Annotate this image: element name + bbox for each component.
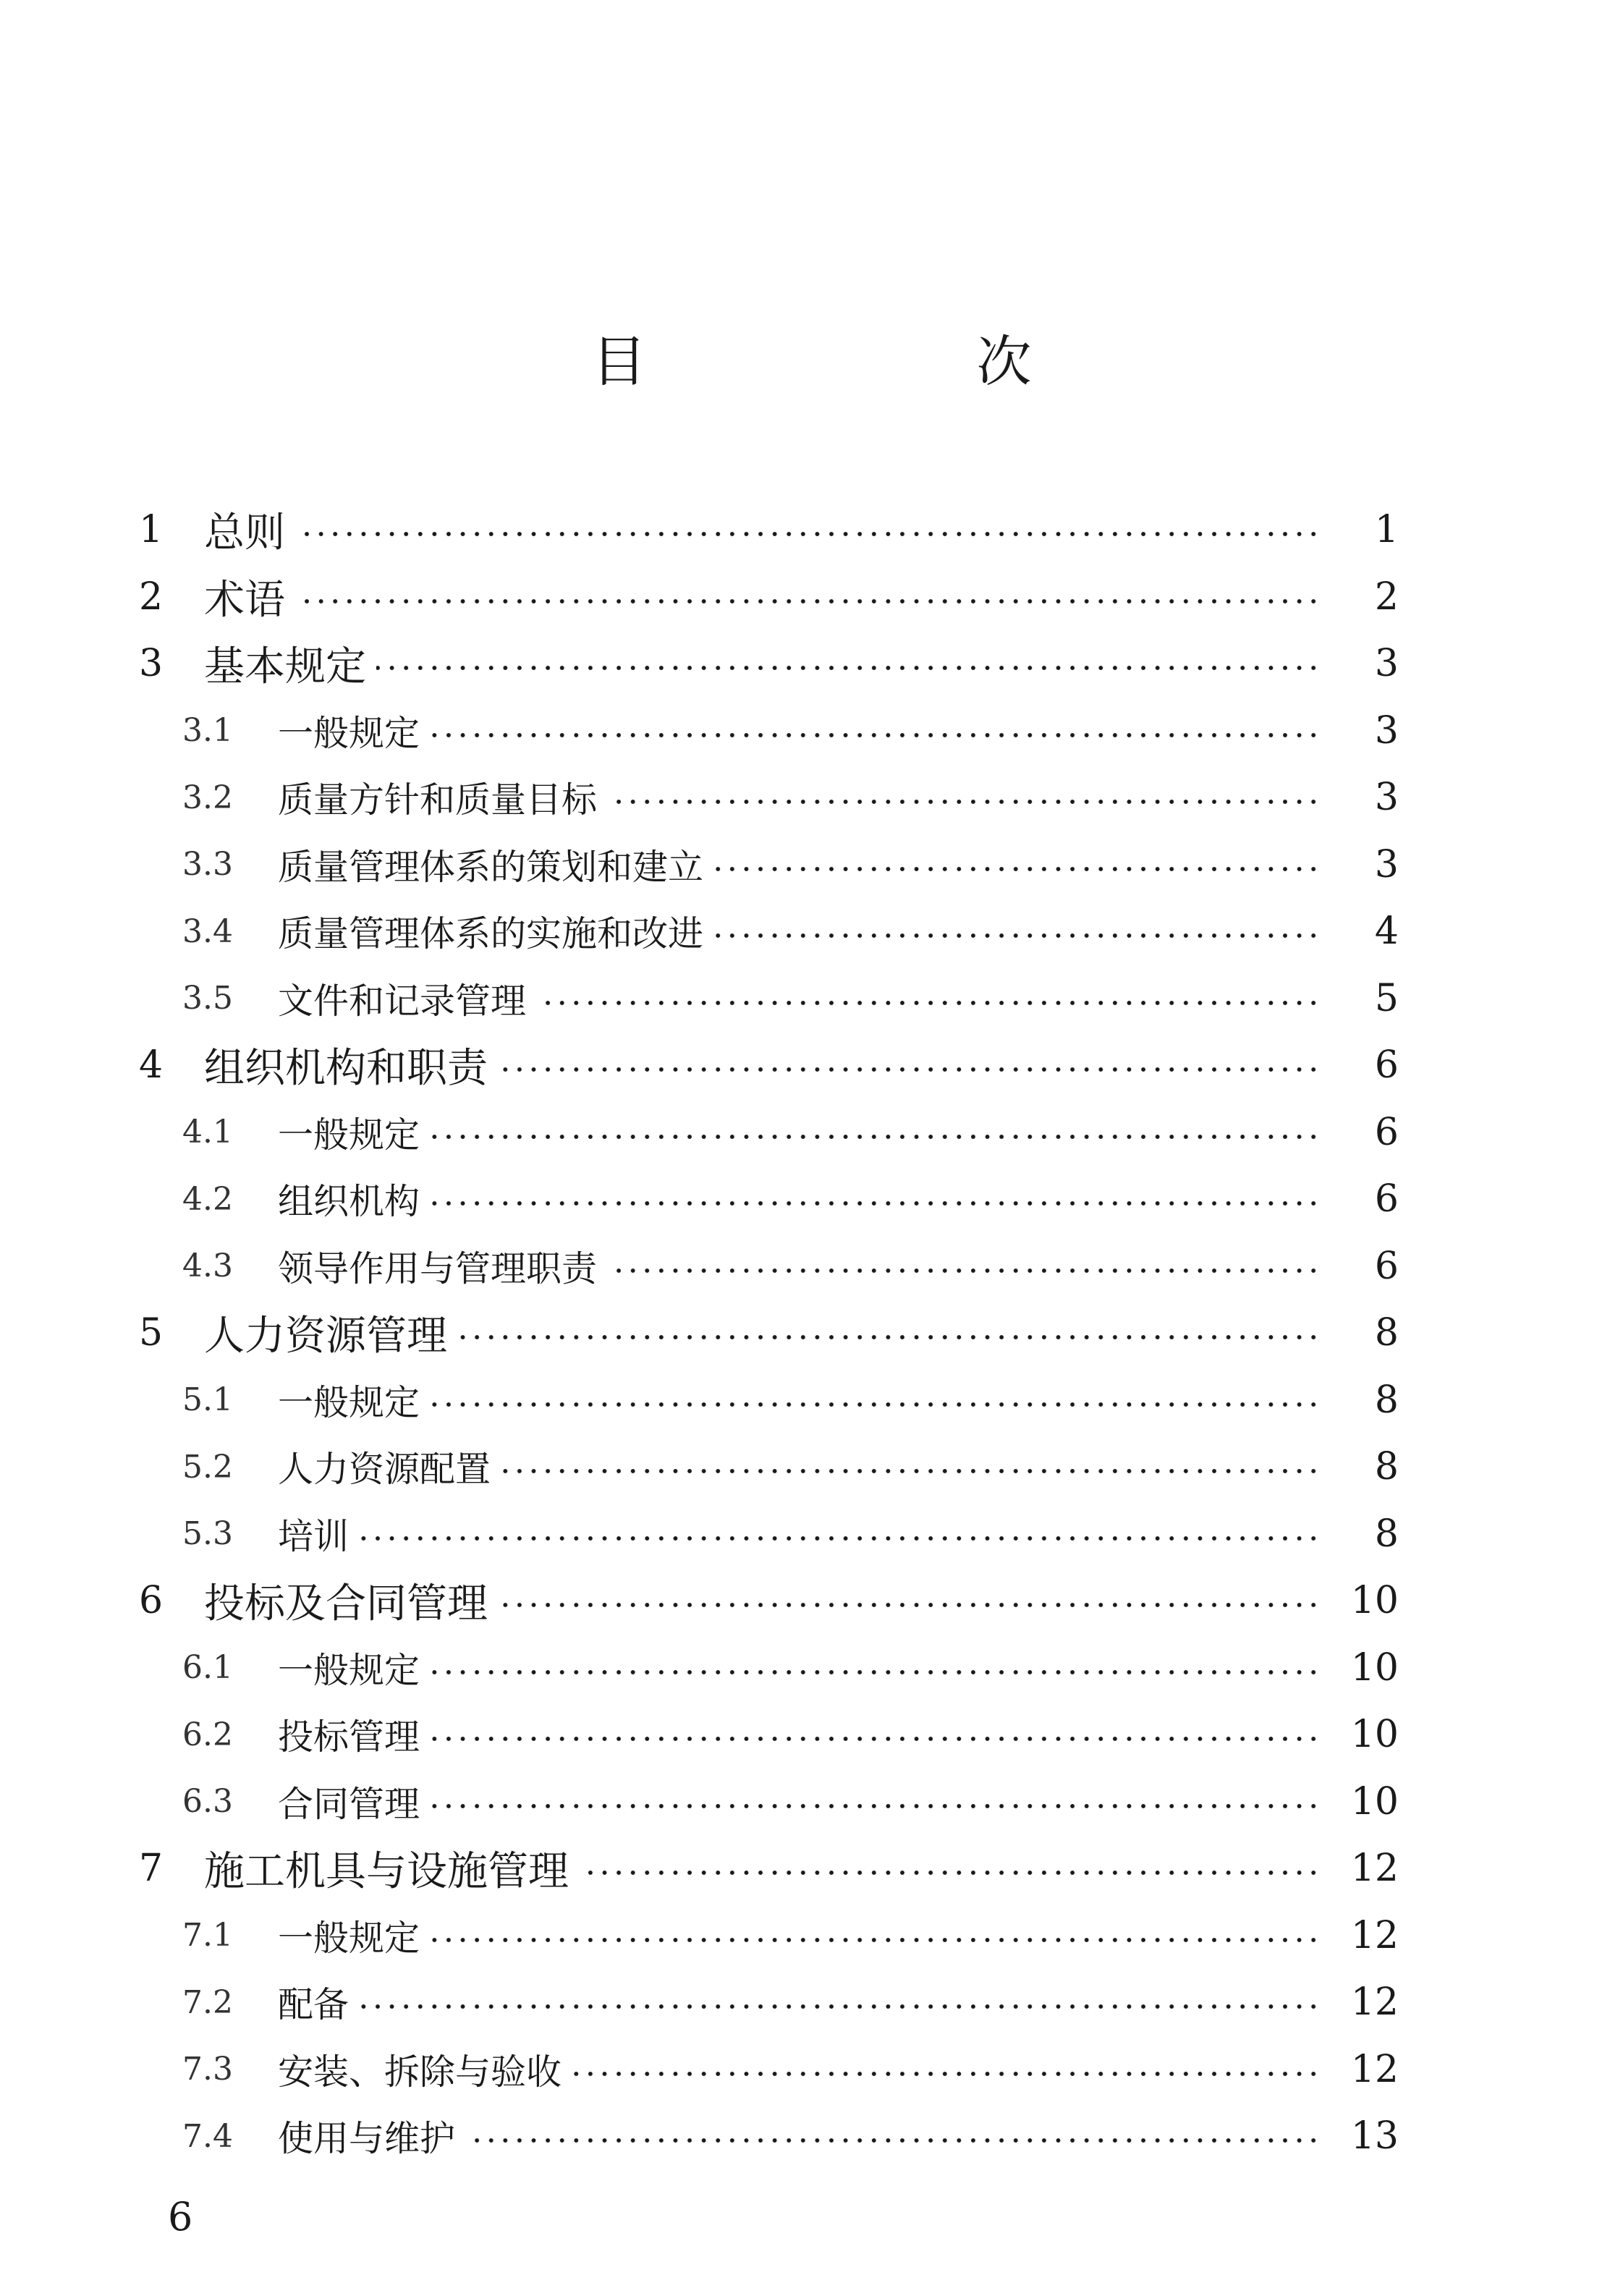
toc-entry-label: 投标及合同管理 <box>204 1572 498 1630</box>
dot-leader <box>292 531 1321 537</box>
toc-subentry[interactable] <box>0 2036 1623 2104</box>
toc-subentry[interactable] <box>0 698 1623 765</box>
toc-entry-page: 10 <box>1350 1713 1399 1757</box>
toc-entry-label: 组织机构和职责 <box>204 1036 498 1094</box>
toc-entry-number: 3.5 <box>182 980 233 1017</box>
toc-entry-number: 6.3 <box>182 1783 233 1821</box>
dot-leader <box>604 799 1321 805</box>
toc-subentry[interactable] <box>0 831 1623 899</box>
toc-entry[interactable] <box>0 564 1623 631</box>
toc-entry-number: 3.2 <box>182 779 233 816</box>
toc-subentry[interactable] <box>0 965 1623 1033</box>
toc-entry-number: 7.4 <box>182 2117 233 2155</box>
toc-entry-label: 一般规定 <box>278 706 430 756</box>
toc-entry-number: 6.1 <box>182 1649 233 1687</box>
toc-entry-page: 3 <box>1374 708 1399 753</box>
toc-entry-page: 4 <box>1374 910 1399 954</box>
toc-entry-page: 13 <box>1350 2114 1399 2159</box>
toc-entry-number: 7 <box>139 1847 164 1891</box>
toc-entry-label: 合同管理 <box>278 1776 430 1827</box>
toc-entry-label: 一般规定 <box>278 1107 430 1158</box>
toc-entry-label: 使用与维护 <box>278 2111 465 2161</box>
toc-entry-label: 基本规定 <box>204 635 376 692</box>
toc-entry-label: 一般规定 <box>278 1643 430 1693</box>
toc-entry-number: 4 <box>139 1043 164 1088</box>
toc-entry-page: 6 <box>1374 1244 1399 1288</box>
toc-entry-number: 7.1 <box>182 1917 233 1954</box>
dot-leader <box>373 665 1321 671</box>
toc-entry[interactable] <box>0 496 1623 564</box>
toc-list <box>0 496 1623 2170</box>
toc-entry-number: 7.3 <box>182 2051 233 2088</box>
toc-entry-number: 3.4 <box>182 912 233 950</box>
toc-entry-label: 质量方针和质量目标 <box>278 772 607 823</box>
toc-entry-page: 10 <box>1350 1645 1399 1690</box>
toc-entry-label: 施工机具与设施管理 <box>204 1839 579 1897</box>
toc-entry-page: 8 <box>1374 1378 1399 1422</box>
dot-leader <box>498 1468 1321 1474</box>
toc-entry-number: 4.3 <box>182 1247 233 1285</box>
toc-entry-label: 投标管理 <box>278 1709 430 1760</box>
dot-leader <box>292 598 1321 604</box>
toc-entry-number: 6.2 <box>182 1716 233 1753</box>
toc-entry-page: 8 <box>1374 1512 1399 1556</box>
toc-entry-page: 8 <box>1374 1445 1399 1489</box>
toc-entry-number: 2 <box>139 575 164 619</box>
toc-subentry[interactable] <box>0 1367 1623 1434</box>
toc-entry-page: 1 <box>1374 508 1399 552</box>
toc-entry-number: 7.2 <box>182 1983 233 2021</box>
dot-leader <box>427 1134 1321 1140</box>
toc-entry-label: 术语 <box>204 568 295 626</box>
toc-entry-page: 6 <box>1374 1177 1399 1221</box>
dot-leader <box>427 732 1321 738</box>
dot-leader <box>711 866 1321 872</box>
toc-entry-page: 6 <box>1374 1110 1399 1154</box>
toc-entry-page: 2 <box>1374 575 1399 619</box>
toc-entry[interactable] <box>0 1567 1623 1635</box>
toc-entry-number: 6 <box>139 1579 164 1623</box>
toc-entry-label: 文件和记录管理 <box>278 973 536 1024</box>
toc-subentry[interactable] <box>0 764 1623 831</box>
toc-entry-label: 领导作用与管理职责 <box>278 1241 607 1292</box>
dot-leader <box>576 1870 1321 1876</box>
toc-entry-label: 质量管理体系的策划和建立 <box>278 839 713 890</box>
toc-entry-number: 3.3 <box>182 846 233 884</box>
toc-subentry[interactable] <box>0 2103 1623 2170</box>
toc-entry-page: 3 <box>1374 776 1399 820</box>
toc-entry-number: 5 <box>139 1311 164 1355</box>
dot-leader <box>533 1000 1321 1006</box>
toc-entry-page: 3 <box>1374 842 1399 886</box>
page-number: 6 <box>168 2194 193 2240</box>
dot-leader <box>569 2071 1321 2077</box>
toc-subentry[interactable] <box>0 1635 1623 1702</box>
toc-subentry[interactable] <box>0 1768 1623 1836</box>
toc-entry-page: 8 <box>1374 1311 1399 1355</box>
toc-entry-number: 3 <box>139 642 164 686</box>
toc-entry-label: 组织机构 <box>278 1174 430 1224</box>
toc-entry-label: 一般规定 <box>278 1375 430 1426</box>
toc-subentry[interactable] <box>0 898 1623 965</box>
toc-entry-label: 安装、拆除与验收 <box>278 2044 572 2095</box>
toc-entry-label: 一般规定 <box>278 1910 430 1961</box>
toc-subentry[interactable] <box>0 1969 1623 2036</box>
page-title: 目 次 <box>591 329 1169 394</box>
dot-leader <box>495 1067 1321 1072</box>
toc-entry[interactable] <box>0 630 1623 698</box>
dot-leader <box>427 1803 1321 1809</box>
dot-leader <box>495 1602 1321 1608</box>
toc-entry-label: 质量管理体系的实施和改进 <box>278 906 713 957</box>
toc-entry-page: 3 <box>1374 642 1399 686</box>
toc-entry-label: 配备 <box>278 1977 359 2028</box>
toc-entry-label: 人力资源配置 <box>278 1441 501 1492</box>
toc-entry-number: 1 <box>139 508 164 552</box>
toc-entry-page: 12 <box>1350 1981 1399 2025</box>
toc-entry[interactable] <box>0 1300 1623 1367</box>
toc-subentry[interactable] <box>0 1701 1623 1768</box>
toc-entry-page: 10 <box>1350 1579 1399 1623</box>
toc-entry-page: 12 <box>1350 1847 1399 1891</box>
dot-leader <box>427 1669 1321 1675</box>
toc-entry-number: 5.1 <box>182 1381 233 1419</box>
toc-entry-page: 5 <box>1374 976 1399 1020</box>
toc-entry-page: 10 <box>1350 1779 1399 1823</box>
toc-entry-label: 培训 <box>278 1509 359 1559</box>
toc-entry-number: 4.1 <box>182 1114 233 1151</box>
toc-entry-label: 人力资源管理 <box>204 1304 457 1362</box>
dot-leader <box>427 1200 1321 1206</box>
toc-entry[interactable] <box>0 1835 1623 1902</box>
toc-subentry[interactable] <box>0 1233 1623 1300</box>
dot-leader <box>356 1535 1321 1541</box>
dot-leader <box>711 933 1321 939</box>
toc-subentry[interactable] <box>0 1166 1623 1233</box>
toc-entry-page: 6 <box>1374 1043 1399 1088</box>
toc-entry-label: 总则 <box>204 501 295 559</box>
toc-subentry[interactable] <box>0 1501 1623 1568</box>
dot-leader <box>356 2004 1321 2009</box>
dot-leader <box>427 1736 1321 1742</box>
dot-leader <box>427 1402 1321 1407</box>
dot-leader <box>462 2138 1321 2143</box>
toc-entry-page: 12 <box>1350 1913 1399 1957</box>
dot-leader <box>604 1268 1321 1274</box>
toc-entry[interactable] <box>0 1032 1623 1099</box>
dot-leader <box>454 1334 1321 1340</box>
toc-entry-number: 4.2 <box>182 1180 233 1218</box>
toc-subentry[interactable] <box>0 1902 1623 1970</box>
toc-subentry[interactable] <box>0 1099 1623 1166</box>
toc-entry-number: 5.2 <box>182 1448 233 1486</box>
toc-entry-page: 12 <box>1350 2047 1399 2091</box>
toc-entry-number: 5.3 <box>182 1515 233 1553</box>
toc-entry-number: 3.1 <box>182 712 233 750</box>
dot-leader <box>427 1937 1321 1943</box>
toc-subentry[interactable] <box>0 1433 1623 1501</box>
